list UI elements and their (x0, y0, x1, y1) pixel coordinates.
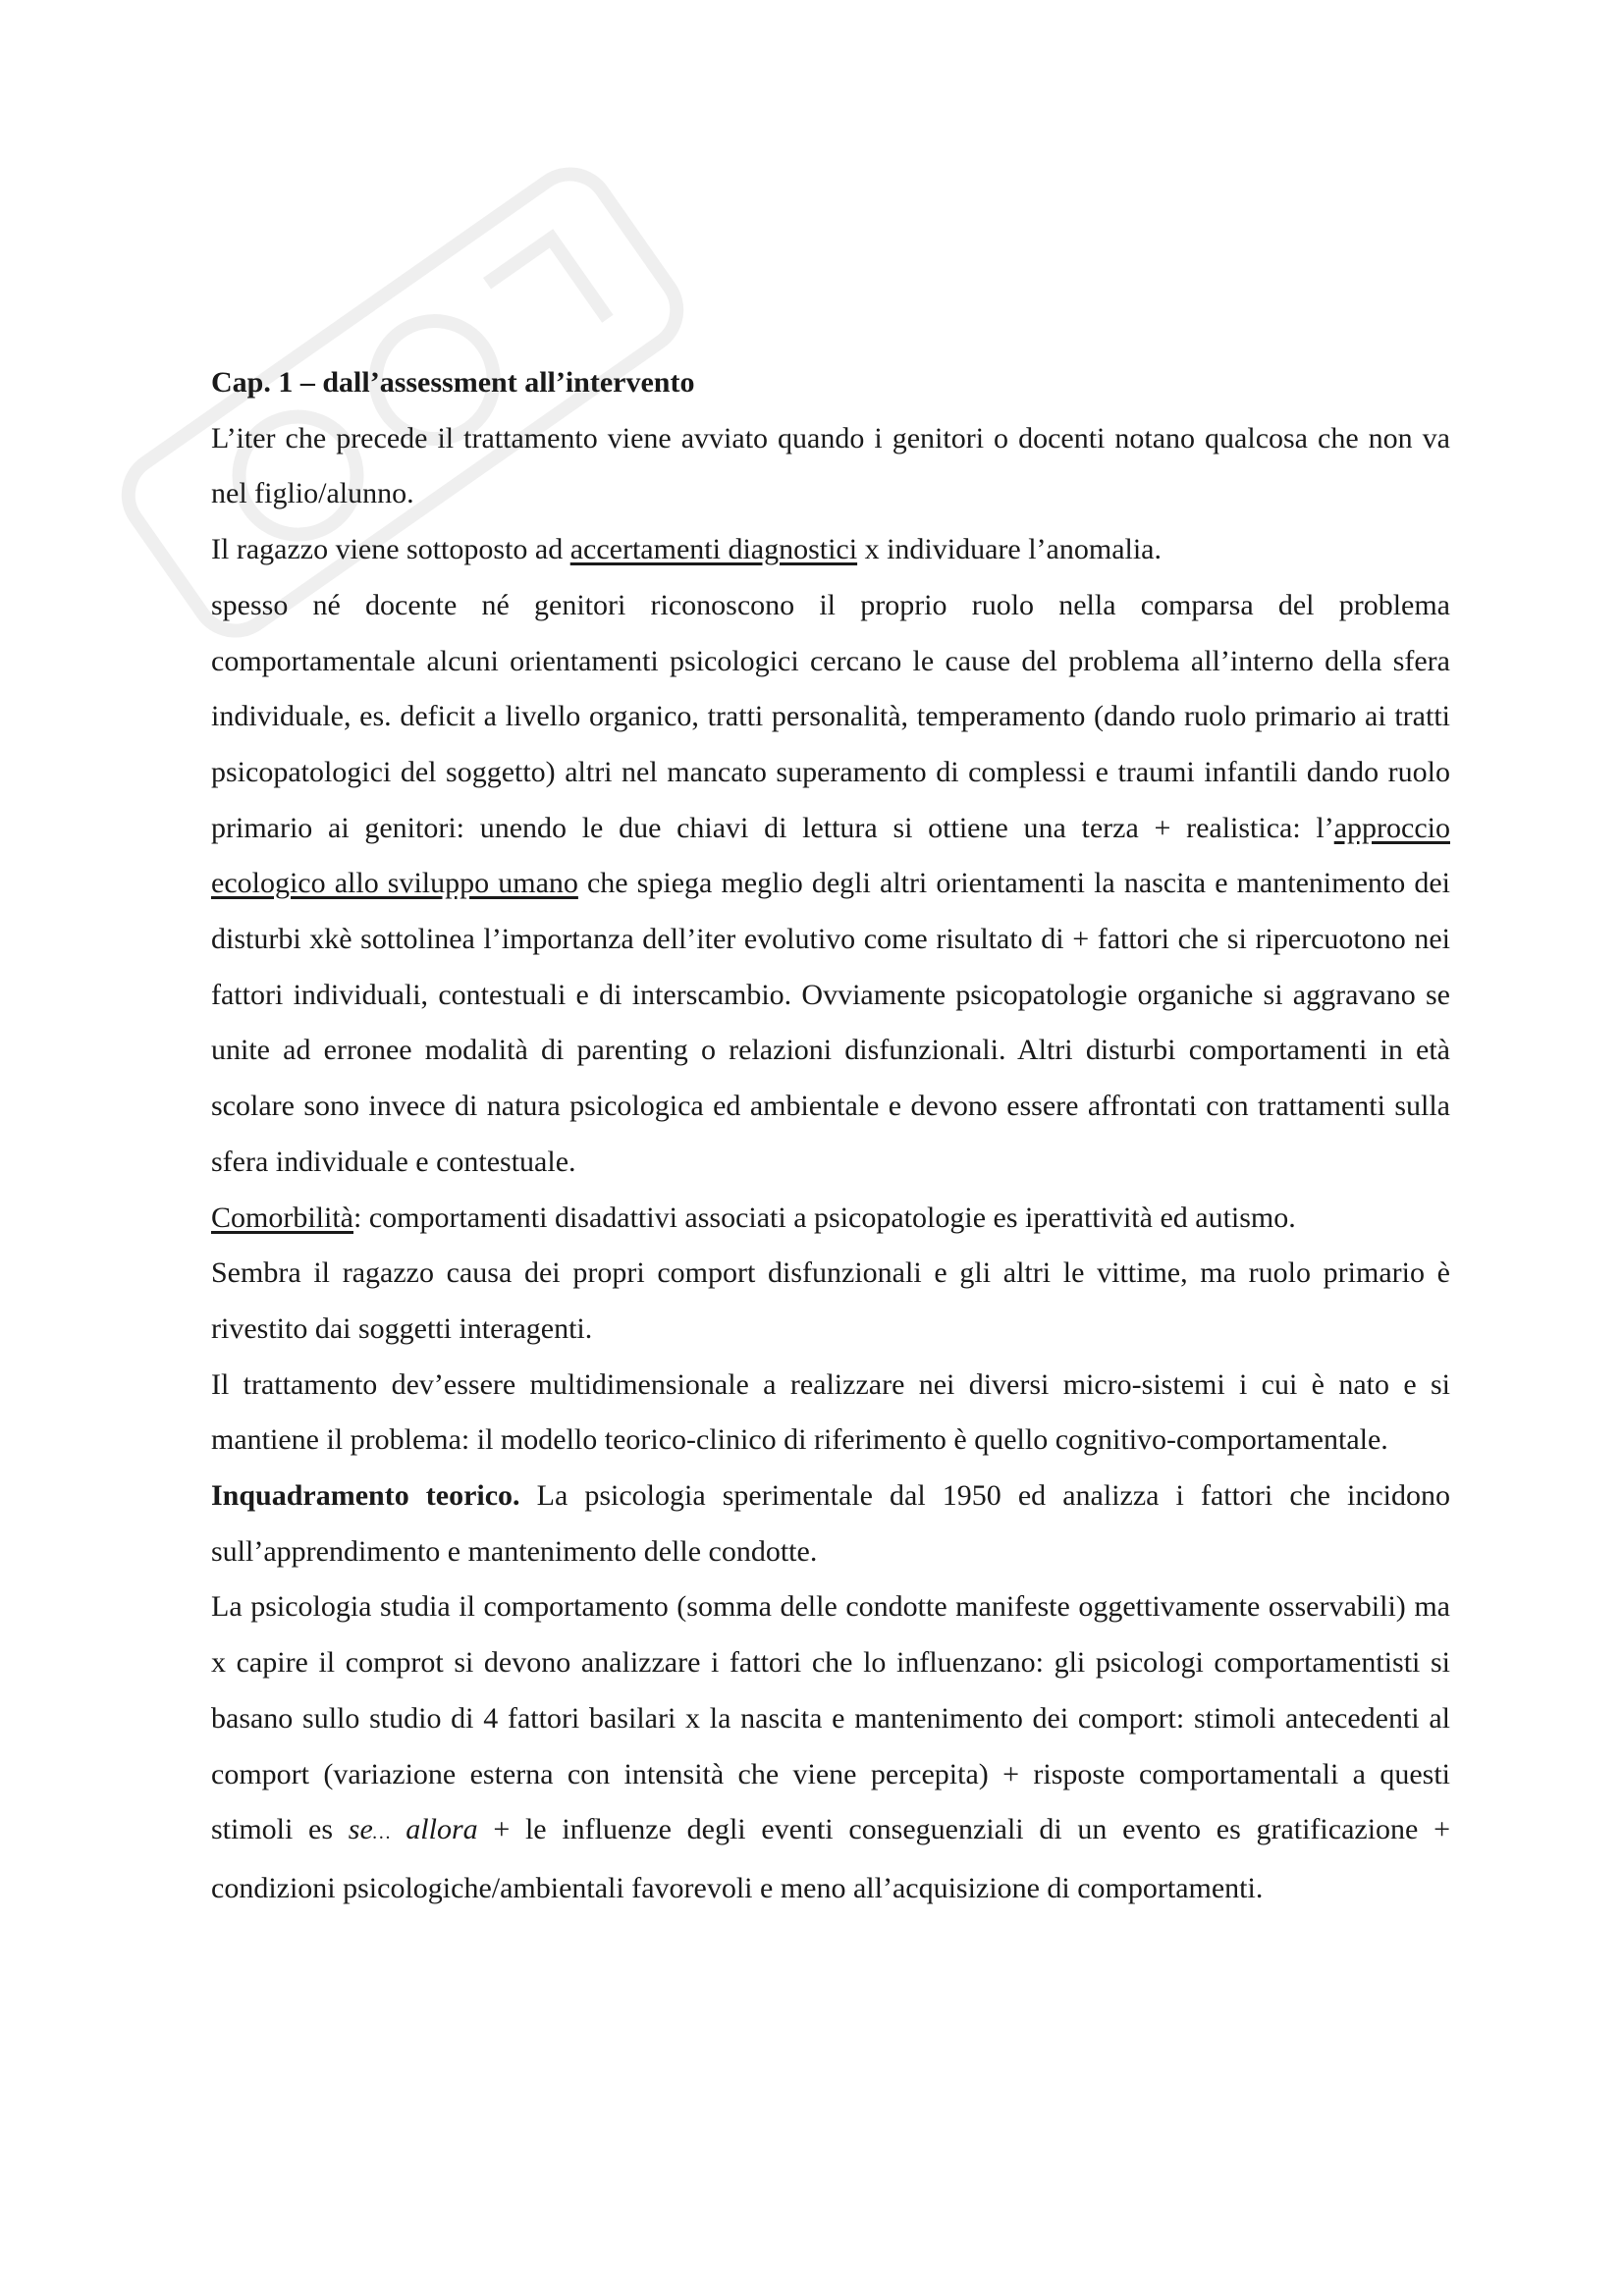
underlined-term: accertamenti diagnostici (569, 533, 858, 566)
paragraph-2 (211, 522, 1450, 578)
paragraph-text: : comportamenti disadattivi associati a psicopatologie es iperattività ed autismo. (353, 1201, 1296, 1234)
paragraph-1 (211, 411, 1450, 522)
page-content (211, 355, 1450, 1917)
paragraph-text: + le influenze degli eventi conseguenziali di un evento es gratificazione + condizioni psicologiche/ambientali favorevoli e meno all’acquisizione di comportamenti. (211, 1813, 1450, 1904)
underlined-term: approccio ecologico allo sviluppo umano (211, 811, 1450, 900)
italic-ellipsis: … (372, 1822, 391, 1844)
paragraph-text: L’iter che precede il trattamento viene avviato quando i genitori o docenti notano qualcosa che non va nel figlio/alunno. (211, 421, 1450, 510)
paragraph-text: x individuare l’anomalia. (857, 533, 1162, 566)
paragraph-text: La psicologia studia il comportamento (somma delle condotte manifeste oggettivamente osservabili) ma x capire il comprot si devono analizzare i fattori che lo influenzano: gli psicologi comportamentisti si basano sullo studio di 4 fattori basilari x la nascita e mantenimento dei comport: stimoli antecedenti al comport (variazione esterna con intensità che viene percepita) + risposte comportamentali a questi stimoli es (211, 1590, 1450, 1846)
chapter-heading: Cap. 1 – dall’assessment all’intervento (211, 366, 695, 399)
italic-term: allora (390, 1813, 478, 1846)
paragraph-4 (211, 1191, 1450, 1247)
paragraph-text: Il ragazzo viene sottoposto ad (211, 533, 570, 566)
paragraph-3 (211, 578, 1450, 1191)
underlined-term: Comorbilità (211, 1201, 353, 1234)
paragraph-text: Il trattamento dev’essere multidimensionale a realizzare nei diversi micro-sistemi i cui è nato e si mantiene il problema: il modello teorico-clinico di riferimento è quello cognitivo-comportamentale. (211, 1367, 1450, 1457)
paragraph-6 (211, 1358, 1450, 1468)
paragraph-text: spesso né docente né genitori riconoscono il proprio ruolo nella comparsa del problema comportamentale alcuni orientamenti psicologici cercano le cause del problema all’interno della sfera individuale, es. deficit a livello organico, tratti personalità, temperamento (dando ruolo primario ai tratti psicopatologici del soggetto) altri nel mancato superamento di complessi e traumi infantili dando ruolo primario ai genitori: unendo le due chiavi di lettura si ottiene una terza + realistica: l’ (211, 588, 1450, 844)
paragraph-text: che spiega meglio degli altri orientamenti la nascita e mantenimento dei disturbi xkè sottolinea l’importanza dell’iter evolutivo come risultato di + fattori che si ripercuotono nei fattori individuali, contestuali e di interscambio. Ovviamente psicopatologie organiche si aggravano se unite ad erronee modalità di parenting o relazioni disfunzionali. Altri disturbi comportamenti in età scolare sono invece di natura psicologica ed ambientale e devono essere affrontati con trattamenti sulla sfera individuale e contestuale. (211, 867, 1450, 1178)
italic-term: se (348, 1813, 373, 1846)
bold-term: Inquadramento teorico. (211, 1479, 520, 1513)
paragraph-text: La psicologia sperimentale dal 1950 ed analizza i fattori che incidono sull’apprendimento e mantenimento delle condotte. (211, 1479, 1451, 1568)
paragraph-7 (211, 1468, 1450, 1579)
paragraph-8 (211, 1579, 1450, 1916)
paragraph-5 (211, 1246, 1450, 1357)
paragraph-text: Sembra il ragazzo causa dei propri comport disfunzionali e gli altri le vittime, ma ruolo primario è rivestito dai soggetti interagenti. (211, 1256, 1450, 1345)
